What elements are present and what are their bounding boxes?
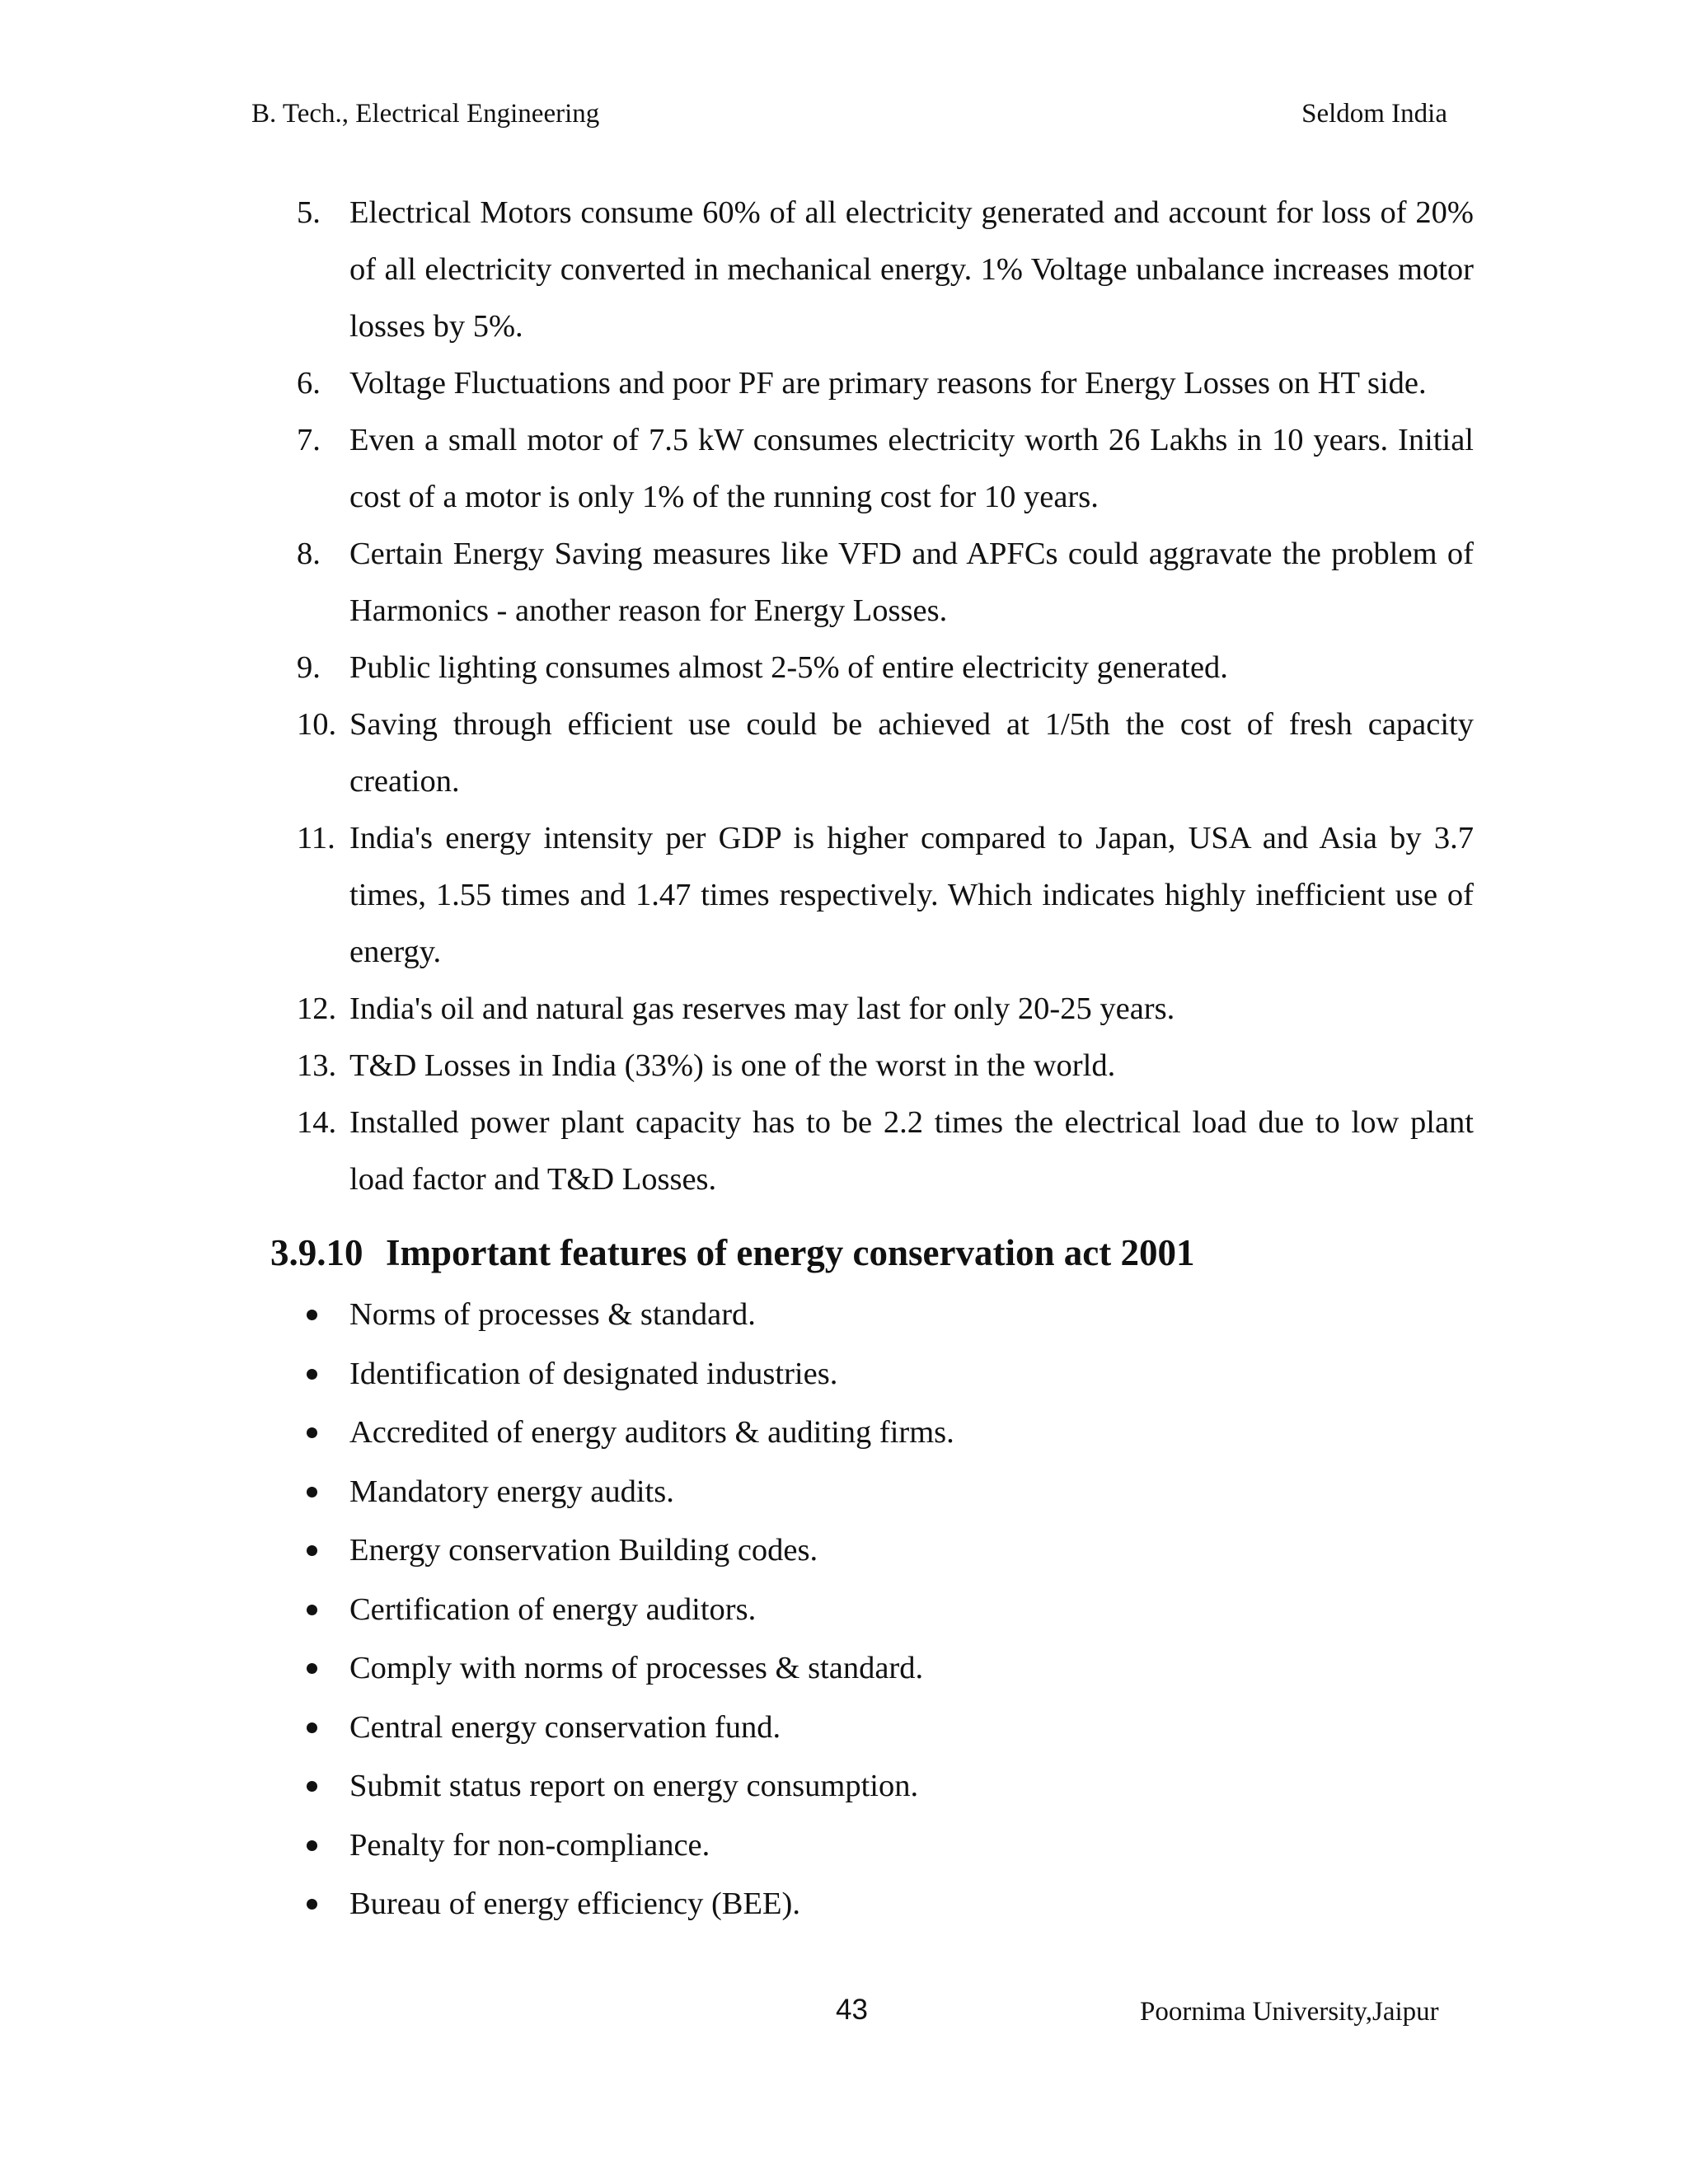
bullet-text: Bureau of energy efficiency (BEE).	[349, 1886, 800, 1921]
bullet-icon	[307, 1781, 317, 1792]
page-number: 43	[836, 1994, 868, 2026]
bullet-icon	[307, 1899, 317, 1910]
list-item-number: 9.	[297, 650, 321, 685]
list-item	[297, 185, 1474, 355]
bullet-item	[307, 1404, 954, 1463]
list-item-number: 12.	[297, 991, 337, 1026]
bullet-text: Accredited of energy auditors & auditing firms.	[349, 1415, 954, 1450]
section-title: Important features of energy conservation act 2001	[386, 1232, 1195, 1273]
list-item-text: T&D Losses in India (33%) is one of the worst in the world.	[349, 1048, 1116, 1083]
list-item	[297, 355, 1474, 412]
list-item-number: 13.	[297, 1048, 337, 1083]
list-item	[297, 412, 1474, 526]
bullet-icon	[307, 1310, 317, 1320]
bullet-icon	[307, 1369, 317, 1380]
section-heading	[270, 1228, 1194, 1277]
bullet-item	[307, 1757, 954, 1816]
header-course-title: B. Tech., Electrical Engineering	[251, 99, 600, 129]
list-item-number: 8.	[297, 537, 321, 571]
bullet-icon	[307, 1722, 317, 1733]
bullet-icon	[307, 1545, 317, 1556]
list-item-number: 14.	[297, 1105, 337, 1140]
section-number: 3.9.10	[270, 1232, 363, 1273]
list-item-text: Installed power plant capacity has to be 2.2 times the electrical load due to low plant load factor and T&D Losses.	[349, 1105, 1474, 1197]
list-item-text: Electrical Motors consume 60% of all electricity generated and account for loss of 20% of all electricity converted in mechanical energy. 1% Voltage unbalance increases motor losses by 5%.	[349, 195, 1474, 344]
bullet-item	[307, 1816, 954, 1876]
bullet-item	[307, 1521, 954, 1581]
list-item	[297, 981, 1474, 1038]
bullet-item	[307, 1286, 954, 1345]
bullet-text: Identification of designated industries.	[349, 1356, 838, 1391]
list-item	[297, 1038, 1474, 1094]
footer-institution: Poornima University,Jaipur	[1140, 1997, 1439, 2027]
list-item-text: India's oil and natural gas reserves may last for only 20-25 years.	[349, 991, 1175, 1026]
bullet-text: Central energy conservation fund.	[349, 1709, 781, 1745]
bullet-icon	[307, 1840, 317, 1851]
list-item-number: 10.	[297, 707, 337, 742]
list-item-text: Voltage Fluctuations and poor PF are primary reasons for Energy Losses on HT side.	[349, 366, 1427, 401]
bullet-icon	[307, 1605, 317, 1615]
bullet-icon	[307, 1663, 317, 1674]
bullet-icon	[307, 1487, 317, 1497]
list-item-number: 11.	[297, 821, 335, 855]
bullet-text: Certification of energy auditors.	[349, 1591, 757, 1627]
act-features-list	[307, 1286, 954, 1934]
list-item	[297, 1094, 1474, 1208]
bullet-text: Mandatory energy audits.	[349, 1474, 674, 1509]
list-item-number: 6.	[297, 366, 321, 401]
bullet-icon	[307, 1427, 317, 1438]
list-item-text: Public lighting consumes almost 2-5% of entire electricity generated.	[349, 650, 1228, 685]
list-item	[297, 696, 1474, 810]
bullet-text: Norms of processes & standard.	[349, 1297, 756, 1332]
header-publisher: Seldom India	[1301, 99, 1447, 129]
list-item-text: Saving through efficient use could be achieved at 1/5th the cost of fresh capacity creation.	[349, 707, 1474, 799]
bullet-item	[307, 1875, 954, 1934]
list-item-number: 5.	[297, 195, 321, 230]
list-item	[297, 640, 1474, 696]
list-item-number: 7.	[297, 423, 321, 457]
list-item	[297, 526, 1474, 640]
bullet-text: Penalty for non-compliance.	[349, 1827, 710, 1863]
numbered-facts-list	[297, 185, 1474, 1208]
bullet-item	[307, 1639, 954, 1699]
bullet-text: Energy conservation Building codes.	[349, 1533, 818, 1568]
bullet-item	[307, 1463, 954, 1522]
bullet-text: Submit status report on energy consumption.	[349, 1769, 919, 1803]
bullet-item	[307, 1581, 954, 1640]
list-item-text: Certain Energy Saving measures like VFD and APFCs could aggravate the problem of Harmonics - another reason for Energy Losses.	[349, 537, 1474, 628]
bullet-item	[307, 1345, 954, 1404]
list-item-text: India's energy intensity per GDP is higher compared to Japan, USA and Asia by 3.7 times, 1.55 times and 1.47 times respectively. Which indicates highly inefficient use of energy.	[349, 821, 1474, 969]
list-item	[297, 810, 1474, 981]
bullet-text: Comply with norms of processes & standard.	[349, 1651, 924, 1685]
bullet-item	[307, 1699, 954, 1758]
list-item-text: Even a small motor of 7.5 kW consumes electricity worth 26 Lakhs in 10 years. Initial cost of a motor is only 1% of the running cost for 10 years.	[349, 423, 1474, 514]
